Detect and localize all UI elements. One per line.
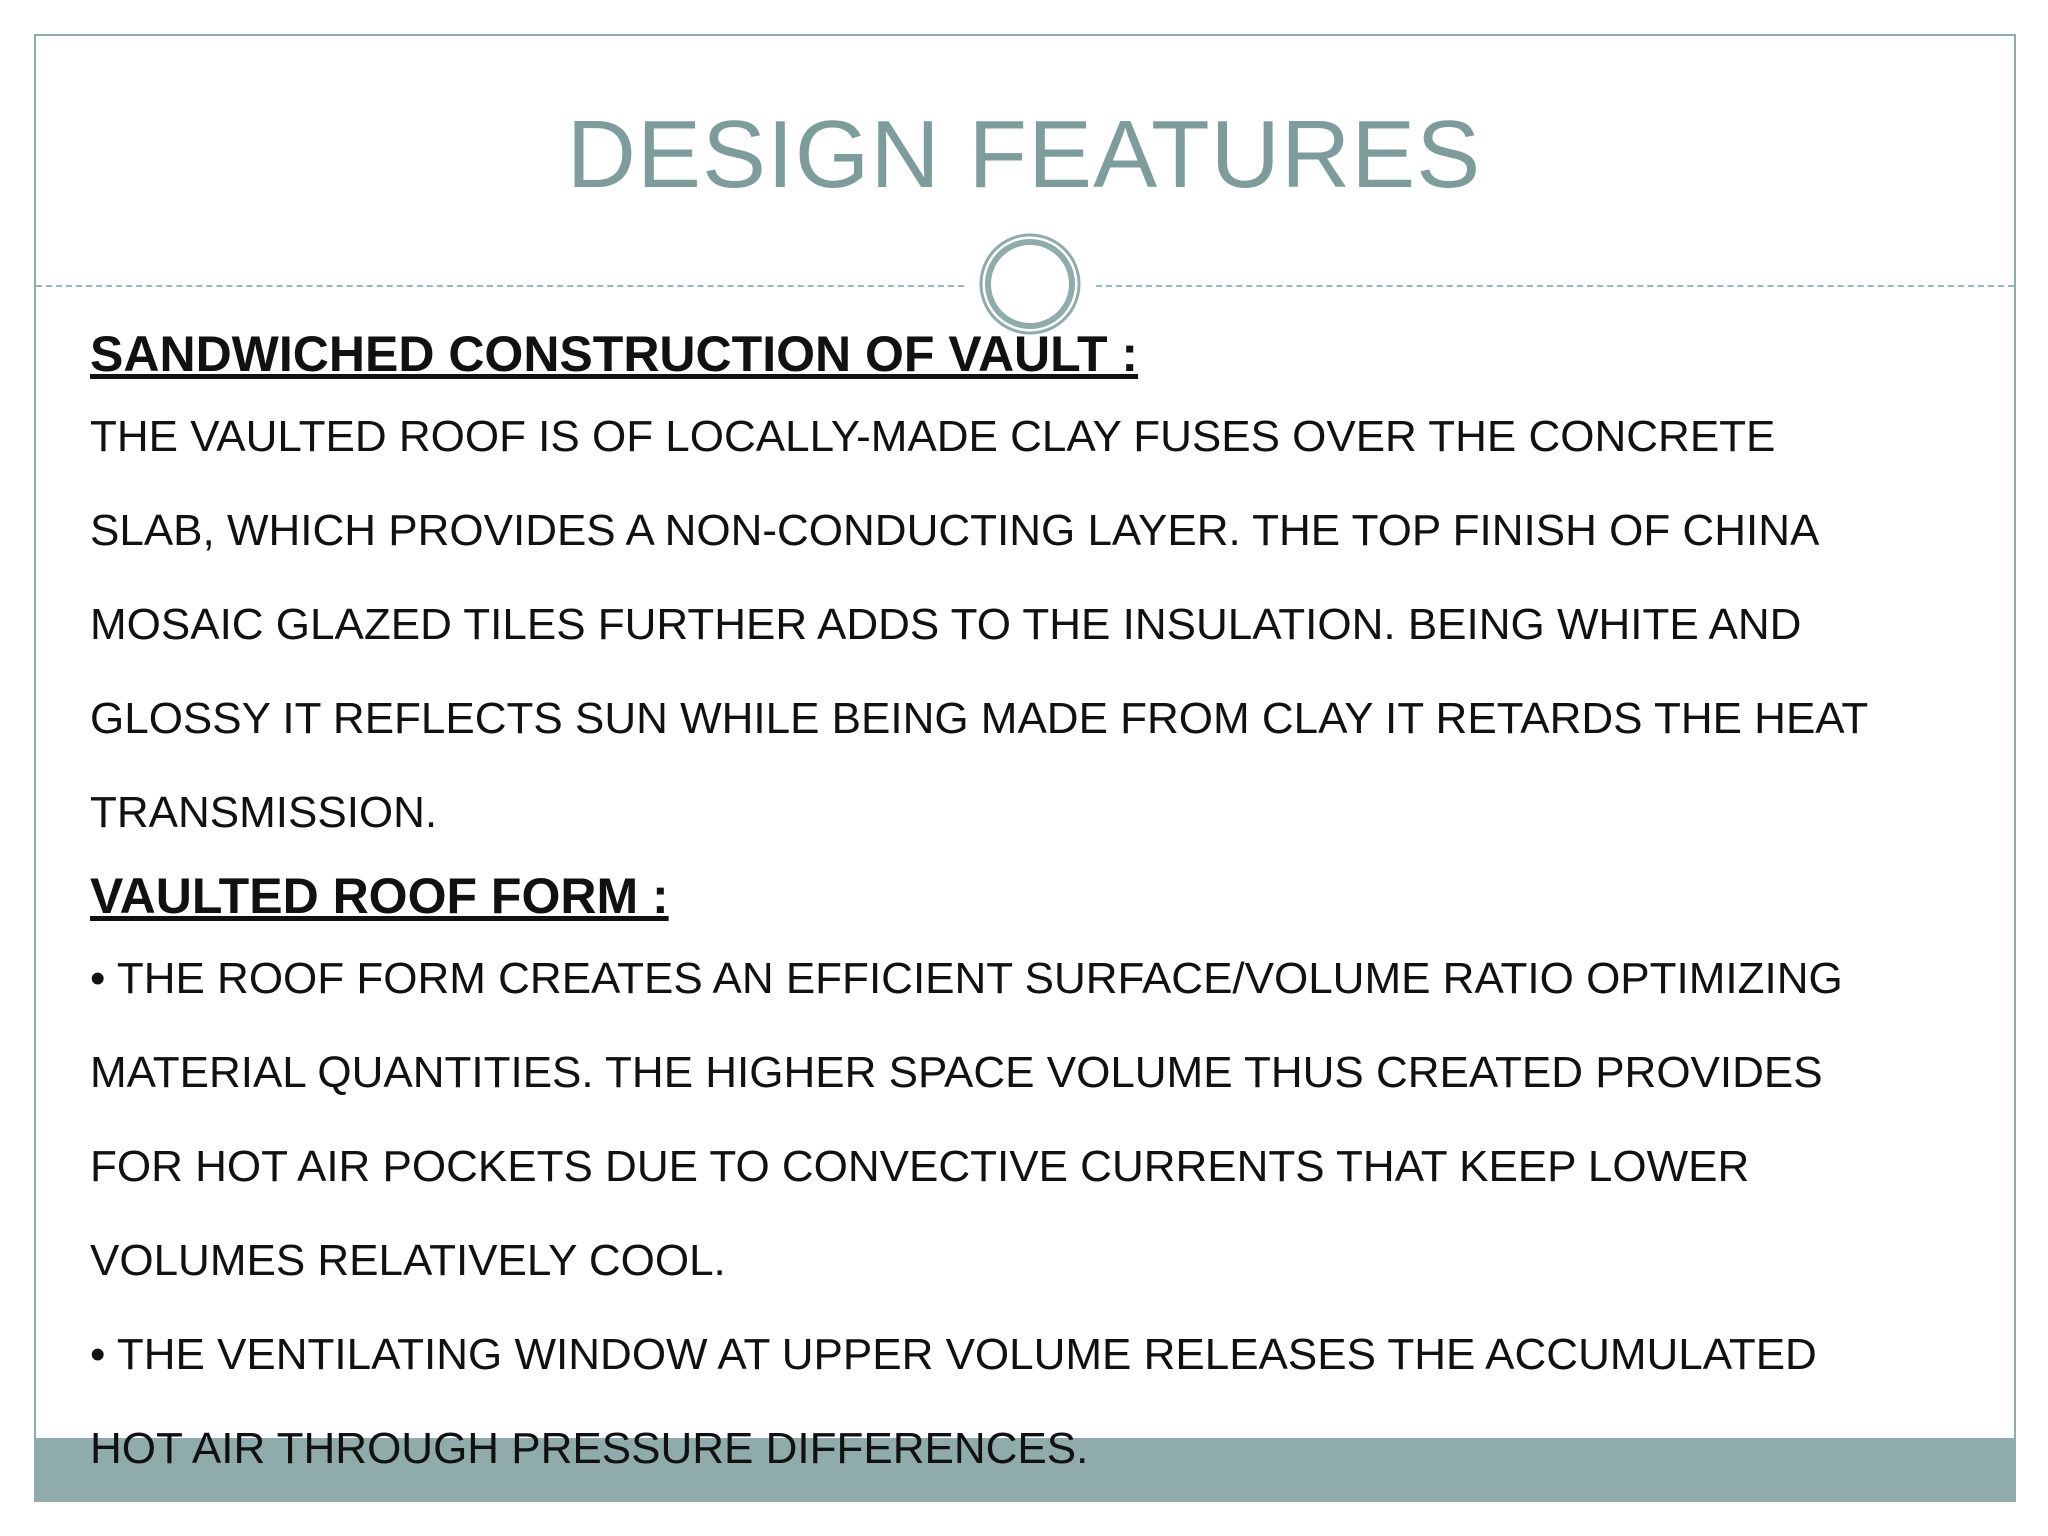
section-heading-vaulted-roof-form: VAULTED ROOF FORM : (90, 868, 669, 924)
body-line: FOR HOT AIR POCKETS DUE TO CONVECTIVE CURRENTS THAT KEEP LOWER (90, 1142, 1750, 1191)
bullet-line: • THE VENTILATING WINDOW AT UPPER VOLUME RELEASES THE ACCUMULATED (90, 1330, 1817, 1379)
body-line: MOSAIC GLAZED TILES FURTHER ADDS TO THE INSULATION. BEING WHITE AND (90, 600, 1802, 649)
body-line: HOT AIR THROUGH PRESSURE DIFFERENCES. (90, 1424, 1089, 1473)
body-line: THE VAULTED ROOF IS OF LOCALLY-MADE CLAY FUSES OVER THE CONCRETE (90, 412, 1776, 461)
body-line: TRANSMISSION. (90, 788, 438, 837)
slide-title: DESIGN FEATURES (566, 101, 1482, 208)
slide-content (90, 318, 1970, 1496)
section-heading-sandwiched-construction: SANDWICHED CONSTRUCTION OF VAULT : (90, 326, 1139, 382)
body-line: MATERIAL QUANTITIES. THE HIGHER SPACE VOLUME THUS CREATED PROVIDES (90, 1048, 1823, 1097)
bullet-line: • THE ROOF FORM CREATES AN EFFICIENT SURFACE/VOLUME RATIO OPTIMIZING (90, 954, 1843, 1003)
body-line: SLAB, WHICH PROVIDES A NON-CONDUCTING LAYER. THE TOP FINISH OF CHINA (90, 506, 1820, 555)
body-line: VOLUMES RELATIVELY COOL. (90, 1236, 726, 1285)
divider-right (1096, 285, 2014, 287)
divider-left (36, 285, 964, 287)
body-line: GLOSSY IT REFLECTS SUN WHILE BEING MADE FROM CLAY IT RETARDS THE HEAT (90, 694, 1869, 743)
